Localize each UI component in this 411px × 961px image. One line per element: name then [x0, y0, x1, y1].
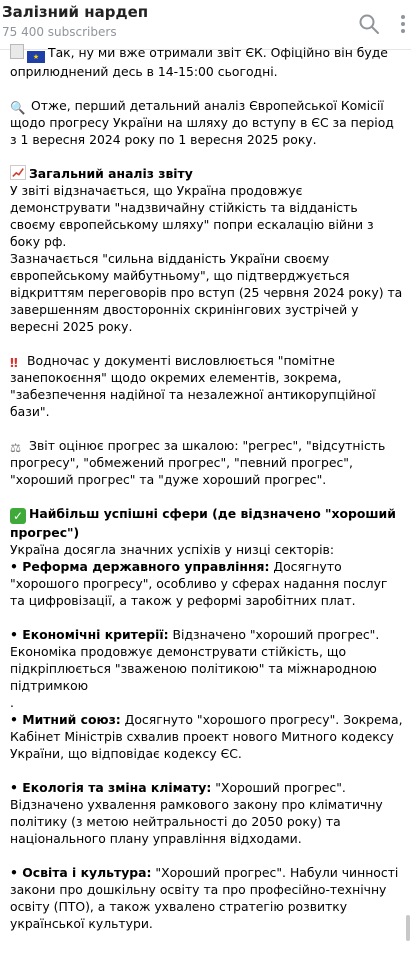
bullet-economic-title: • Економічні критерії: — [10, 627, 169, 642]
bullet-customs-text: Досягнуто "хорошого прогресу". Зокрема, Кабінет Міністрів схвалив проект нового Митного кодексу України, що відповідає кодексу ЄС. — [10, 712, 403, 761]
subscriber-count: 75 400 subscribers — [2, 25, 117, 39]
scale-text: Звіт оцінює прогрес за шкалою: "регрес", "відсутність прогресу", "обмежений прогрес", "певний прогрес", "хороший прогрес" та "дуже хороший прогрес". — [10, 438, 386, 487]
paragraph-intro — [10, 44, 404, 80]
search-icon[interactable] — [358, 13, 380, 35]
channel-title[interactable]: Залізний нардеп — [2, 3, 149, 21]
bullet-public-admin — [10, 558, 404, 609]
success-heading: Найбільш успішні сфери (де відзначено "хороший прогрес") — [10, 506, 396, 540]
general-body-a: У звіті відзначається, що Україна продовжує демонструвати "надзвичайну стійкість та відданість своєму європейському шляху" попри ескалацію війни з боку рф. — [10, 183, 374, 249]
eu-flag-icon: ★ — [27, 51, 45, 63]
bullet-public-admin-text: Досягнуто "хорошого прогресу", особливо у сферах надання послуг та цифровізації, а також у реформі заробітних плат. — [10, 559, 388, 608]
bullet-economic-dot: . — [10, 695, 14, 710]
paragraph-scale — [10, 437, 404, 488]
document-icon — [10, 44, 24, 59]
chart-increasing-icon — [10, 165, 26, 180]
magnifier-icon: 🔍 — [10, 100, 26, 115]
paragraph-concern — [10, 352, 404, 420]
general-body-b: Зазначається "сильна відданість України своєму європейському майбутньому", що підтверджується відкриттям переговорів про вступ (25 червня 2024 року) та завершенням двосторонніх скринінгових зустрічей у вересні 2025 року. — [10, 251, 403, 334]
bullet-economic-text: Відзначено "хороший прогрес". Економіка продовжує демонструвати стійкість, що підкріплюється "зваженою політикою" та міжнародною підтримкою — [10, 627, 380, 693]
more-vertical-icon[interactable] — [392, 13, 411, 35]
paragraph-analysis — [10, 97, 404, 148]
bullet-education-text: "Хороший прогрес". Набули чинності закони про дошкільну освіту та про професійно-технічну освіту (ПТО), а також ухвалено стратегію розвитку української культури. — [10, 865, 399, 931]
bullet-customs-title: • Митний союз: — [10, 712, 121, 727]
bullet-education-title: • Освіта і культура: — [10, 865, 152, 880]
bullet-education — [10, 864, 404, 932]
bullet-ecology — [10, 779, 404, 847]
general-heading: Загальний аналіз звіту — [29, 166, 193, 181]
double-exclamation-icon: ‼ — [10, 355, 18, 370]
bullet-customs — [10, 711, 404, 762]
scrollbar-thumb[interactable] — [406, 915, 410, 941]
paragraph-general-heading — [10, 165, 404, 182]
bullet-ecology-title: • Екологія та зміна клімату: — [10, 780, 212, 795]
bullet-ecology-text: "Хороший прогрес". Відзначено ухвалення рамкового закону про кліматичну політику (з метою нейтральності до 2050 року) та національного плану управління відходами. — [10, 780, 383, 846]
concern-text: Водночас у документі висловлюється "помітне занепокоєння" щодо окремих елементів, зокрема, "забезпечення надійної та незалежної антикорупційної бази". — [10, 353, 376, 419]
bullet-economic — [10, 626, 404, 694]
check-mark-icon: ✓ — [10, 508, 26, 524]
balance-scale-icon: ⚖ — [10, 440, 22, 455]
analysis-text: Отже, перший детальний аналіз Європейської Комісії щодо прогресу України на шляху до вступу в ЄС за період з 1 вересня 2024 року по 1 вересня 2025 року. — [10, 98, 394, 147]
success-intro: Україна досягла значних успіхів у низці секторів: — [10, 542, 335, 557]
intro-text: Так, ну ми вже отримали звіт ЄК. Офіційно він буде оприлюднений десь в 14-15:00 сьогодні. — [10, 45, 388, 79]
channel-header — [0, 0, 411, 50]
bullet-public-admin-title: • Реформа державного управління: — [10, 559, 270, 574]
paragraph-success-heading — [10, 505, 404, 541]
channel-post — [0, 44, 404, 932]
